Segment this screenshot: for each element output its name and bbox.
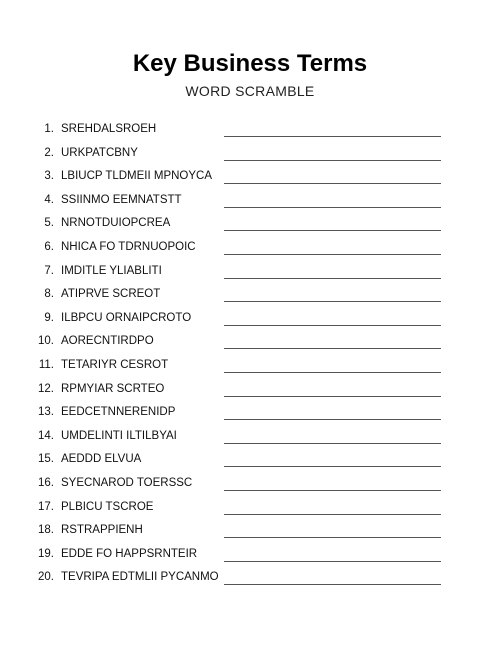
answer-line[interactable]	[224, 419, 441, 420]
scrambled-word: IMDITLE YLIABLITI	[61, 264, 162, 277]
list-item	[0, 472, 500, 496]
list-item	[0, 118, 500, 142]
list-item	[0, 260, 500, 284]
list-item	[0, 236, 500, 260]
scrambled-word: ILBPCU ORNAIPCROTO	[61, 311, 192, 324]
scrambled-word: AEDDD ELVUA	[61, 453, 142, 466]
answer-line[interactable]	[224, 207, 441, 208]
list-item	[0, 378, 500, 402]
page-subtitle: WORD SCRAMBLE	[185, 83, 315, 99]
answer-line[interactable]	[224, 183, 441, 184]
list-item	[0, 354, 500, 378]
item-number: 16.	[38, 476, 54, 489]
answer-line[interactable]	[224, 537, 441, 538]
scrambled-word: SYECNAROD TOERSSC	[61, 476, 193, 489]
answer-line[interactable]	[224, 254, 441, 255]
scrambled-word: SSIINMO EEMNATSTT	[61, 193, 182, 206]
list-item	[0, 401, 500, 425]
scrambled-word: SREHDALSROEH	[61, 123, 157, 135]
scramble-list	[0, 118, 500, 590]
scrambled-word: EEDCETNNERENIDP	[61, 406, 176, 419]
scrambled-word: ATIPRVE SCREOT	[61, 288, 161, 301]
item-number: 7.	[44, 264, 54, 277]
list-item	[0, 448, 500, 472]
scrambled-word: LBIUCP TLDMEII MPNOYCA	[61, 170, 213, 183]
answer-line[interactable]	[224, 490, 441, 491]
scrambled-word: URKPATCBNY	[61, 146, 138, 159]
item-number: 17.	[38, 500, 54, 513]
item-number: 4.	[44, 193, 54, 206]
answer-line[interactable]	[224, 136, 441, 137]
scrambled-word: PLBICU TSCROE	[61, 500, 154, 513]
list-item	[0, 212, 500, 236]
answer-line[interactable]	[224, 160, 441, 161]
list-item	[0, 330, 500, 354]
item-number: 1.	[44, 123, 54, 135]
item-number: 20.	[38, 571, 54, 584]
item-number: 12.	[38, 382, 54, 395]
item-number: 15.	[38, 453, 54, 466]
answer-line[interactable]	[224, 372, 441, 373]
list-item	[0, 543, 500, 567]
list-item	[0, 425, 500, 449]
scrambled-word: NRNOTDUIOPCREA	[61, 217, 171, 230]
page-title: Key Business Terms	[132, 50, 368, 77]
list-item	[0, 189, 500, 213]
answer-line[interactable]	[224, 301, 441, 302]
item-number: 14.	[38, 429, 54, 442]
list-item	[0, 142, 500, 166]
list-item	[0, 566, 500, 590]
item-number: 5.	[44, 217, 54, 230]
item-number: 10.	[38, 335, 54, 348]
item-number: 19.	[38, 547, 54, 560]
answer-line[interactable]	[224, 466, 441, 467]
answer-line[interactable]	[224, 278, 441, 279]
scrambled-word: RSTRAPPIENH	[61, 524, 143, 537]
item-number: 9.	[44, 311, 54, 324]
answer-line[interactable]	[224, 443, 441, 444]
answer-line[interactable]	[224, 514, 441, 515]
scrambled-word: EDDE FO HAPPSRNTEIR	[61, 547, 198, 560]
answer-line[interactable]	[224, 325, 441, 326]
scrambled-word: NHICA FO TDRNUOPOIC	[61, 240, 196, 253]
answer-line[interactable]	[224, 396, 441, 397]
answer-line[interactable]	[224, 584, 441, 585]
list-item	[0, 519, 500, 543]
item-number: 13.	[38, 406, 54, 419]
answer-line[interactable]	[224, 348, 441, 349]
item-number: 11.	[38, 358, 54, 371]
scrambled-word: UMDELINTI ILTILBYAI	[61, 429, 177, 442]
scrambled-word: RPMYIAR SCRTEO	[61, 382, 165, 395]
answer-line[interactable]	[224, 230, 441, 231]
list-item	[0, 283, 500, 307]
scrambled-word: AORECNTIRDPO	[61, 335, 154, 348]
item-number: 2.	[44, 146, 54, 159]
item-number: 3.	[44, 170, 54, 183]
list-item	[0, 496, 500, 520]
scrambled-word: TETARIYR CESROT	[61, 358, 169, 371]
item-number: 6.	[44, 240, 54, 253]
scrambled-word: TEVRIPA EDTMLII PYCANMO	[61, 571, 219, 584]
list-item	[0, 307, 500, 331]
answer-line[interactable]	[224, 561, 441, 562]
item-number: 18.	[38, 524, 54, 537]
list-item	[0, 165, 500, 189]
item-number: 8.	[44, 288, 54, 301]
